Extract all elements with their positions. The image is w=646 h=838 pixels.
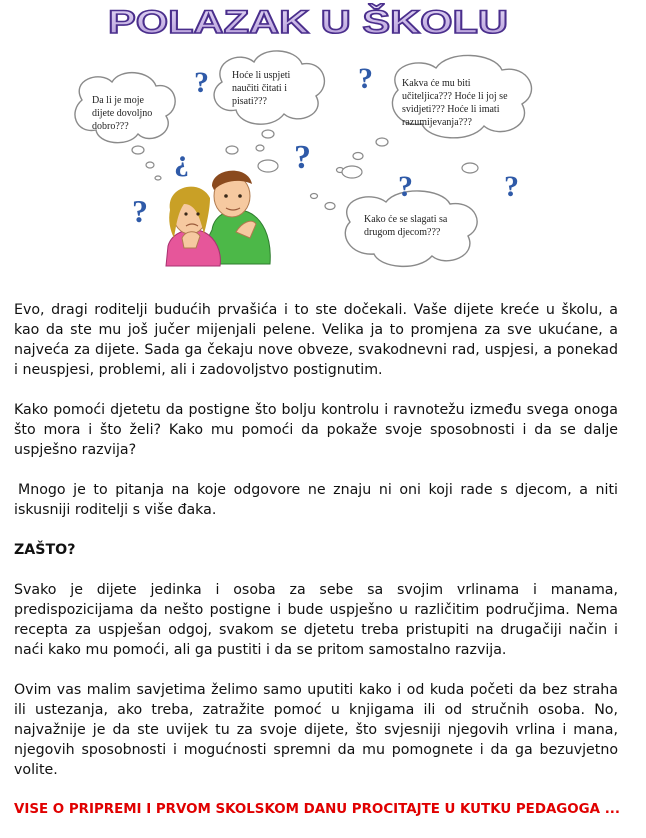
page-title: POLAZAK U ŠKOLU	[108, 4, 508, 40]
article-body	[14, 300, 618, 820]
parents-illustration	[166, 171, 270, 266]
thought-bubble-bottom-right	[311, 191, 478, 266]
bubble-top-right-line-4: razumijevanja???	[402, 117, 472, 128]
bubble-top-center-line-2: naučiti čitati i	[232, 83, 287, 94]
section-heading: ZAŠTO?	[14, 542, 76, 558]
article-paragraph: Svako je dijete jedinka i osoba za sebe sa svojim vrlinama i manama, predispozicijama da nešto postigne i bude uspješno u različitim područjima. Nema recepta za uspješan odgoj, svakom se djetetu treba pristupiti na drugačiji način i naći kako mu pomoći, ali ga pustiti i da se pritom samostalno razvija.	[14, 582, 618, 658]
decorative-bubbles	[226, 146, 478, 178]
thought-bubble-left	[75, 73, 175, 180]
inverted-question-mark-icon: ¿	[174, 144, 189, 177]
bubble-left-line-2: dijete dovoljno	[92, 108, 153, 119]
header-illustration	[0, 0, 646, 290]
article-paragraph: Kako pomoći djetetu da postigne što bolju kontrolu i ravnotežu između svega onoga što mora i što želi? Kako mu pomoći da pokaže svoje sposobnosti i da se dalje uspješno razvija?	[14, 402, 618, 458]
bubble-bottom-right-line-2: drugom djecom???	[364, 227, 441, 238]
bubble-top-right-line-2: učiteljica??? Hoće li joj se	[402, 91, 508, 102]
article-paragraph: Evo, dragi roditelji budućih prvašića i to ste dočekali. Vaše dijete kreće u školu, a kao da ste mu još jučer mijenjali pelene. Velika ja to promjena za sve ukućane, a najveća za dijete. Sada ga čekaju nove obveze, svakodnevni rad, uspjesi, a ponekad i neuspjesi, problemi, ali i zadovoljstvo postignutim.	[14, 302, 618, 378]
bubble-top-right-line-3: svidjeti??? Hoće li imati	[402, 104, 500, 115]
bubble-left-line-3: dobro???	[92, 121, 129, 132]
bubble-top-center-line-1: Hoće li uspjeti	[232, 70, 291, 81]
bubble-left-line-1: Da li je moje	[92, 95, 144, 106]
pedagogue-corner-link[interactable]: VISE O PRIPREMI I PRVOM SKOLSKOM DANU PROCITAJTE U KUTKU PEDAGOGA ...	[14, 802, 620, 817]
article-paragraph: Ovim vas malim savjetima želimo samo uputiti kako i od kuda početi da bez straha ili ustezanja, ako treba, zatražite pomoć u knjigama ili od stručnih osoba. No, najvažnije je da ste uvijek tu za svoje dijete, što svjesniji njegovih vrlina i mana, njegovih sposobnosti i mogućnosti spremni da mu pomognete i da ga bezuvjetno volite.	[14, 682, 618, 778]
article-paragraph: Mnogo je to pitanja na koje odgovore ne znaju ni oni koji rade s djecom, a niti iskusniji roditelji s više đaka.	[14, 482, 618, 518]
question-mark-icon: ?	[194, 66, 209, 99]
question-mark-icon: ?	[398, 170, 413, 203]
bubble-top-right-line-1: Kakva će mu biti	[402, 78, 471, 89]
question-mark-icon: ?	[358, 62, 373, 95]
question-mark-icon: ?	[132, 193, 148, 229]
bubble-top-center-line-3: pisati???	[232, 96, 267, 107]
bubble-bottom-right-line-1: Kako će se slagati sa	[364, 214, 448, 225]
question-mark-icon: ?	[504, 170, 519, 203]
thought-bubble-top-center	[214, 51, 324, 151]
question-mark-icon: ?	[294, 139, 311, 176]
